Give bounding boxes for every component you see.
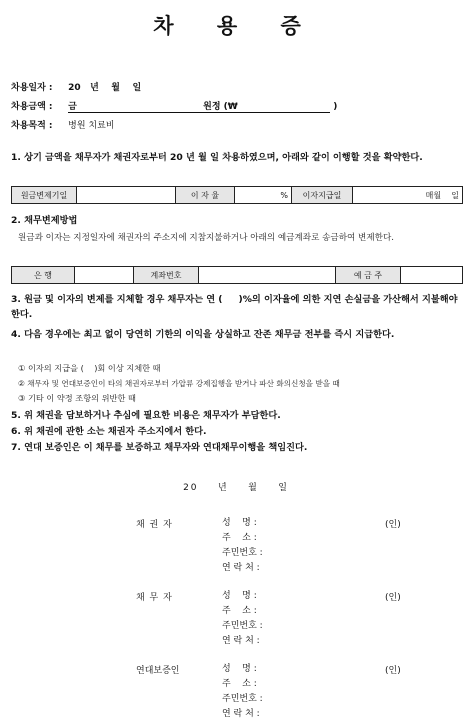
- loan-date-value: 20 년 월 일: [68, 83, 142, 93]
- amount-prefix: 금: [68, 102, 77, 112]
- loan-amount-line: [68, 99, 330, 113]
- document-title: 차 용 증: [153, 13, 319, 38]
- creditor-seal: (인): [385, 520, 401, 530]
- creditor-id-label: 주민번호 :: [222, 548, 263, 558]
- bank-cell: [75, 267, 134, 284]
- clause-5: 5. 위 채권을 담보하거나 추심에 필요한 비용은 채무자가 부담한다.: [11, 410, 281, 421]
- guarantor-fields: [222, 662, 263, 722]
- amount-close: ): [333, 102, 338, 112]
- interest-rate-cell: %: [235, 187, 292, 204]
- debtor-label: 채 무 자: [136, 593, 173, 603]
- principal-date-cell: [77, 187, 176, 204]
- guarantor-id-label: 주민번호 :: [222, 694, 263, 704]
- clause-4-item-1: ① 이자의 지급을 ( )회 이상 지체한 때: [18, 363, 161, 373]
- clause-4-item-3: ③ 기타 이 약정 조항의 위반한 때: [18, 393, 136, 403]
- bank-account-table: [11, 266, 463, 284]
- account-number-label: 계좌번호: [134, 267, 199, 284]
- clause-6: 6. 위 채권에 관한 소는 채권자 주소지에서 한다.: [11, 426, 207, 437]
- clause-2: 2. 채무변제방법: [11, 215, 78, 226]
- principal-date-label: 원금변제기일: [12, 187, 77, 204]
- creditor-name-label: 성 명 :: [222, 518, 257, 528]
- guarantor-address-label: 주 소 :: [222, 679, 257, 689]
- debtor-contact-label: 연 락 처 :: [222, 636, 260, 646]
- loan-date-row: [11, 80, 141, 93]
- guarantor-label: 연대보증인: [136, 666, 180, 676]
- account-holder-label: 예 금 주: [336, 267, 401, 284]
- loan-purpose-label: 차용목적 :: [11, 121, 53, 131]
- debtor-fields: [222, 589, 263, 649]
- amount-suffix: 원정 (₩: [203, 102, 238, 112]
- debtor-seal: (인): [385, 593, 401, 603]
- clause-4: 4. 다음 경우에는 최고 없이 당연히 기한의 이익을 상실하고 잔존 채무금 전부를 즉시 지급한다.: [11, 329, 395, 340]
- creditor-label: 채 권 자: [136, 520, 173, 530]
- loan-amount-row: [11, 99, 337, 113]
- clause-1: 1. 상기 금액을 채무자가 채권자로부터 20 년 월 일 차용하였으며, 아래와 같이 이행할 것을 확약한다.: [11, 152, 423, 163]
- loan-date-label: 차용일자 :: [11, 83, 53, 93]
- bank-label: 은 행: [12, 267, 75, 284]
- clause-2-detail: 원금과 이자는 지정일자에 채권자의 주소지에 지참지불하거나 아래의 예금계좌로 송금하여 변제한다.: [18, 233, 394, 243]
- debtor-id-label: 주민번호 :: [222, 621, 263, 631]
- guarantor-name-label: 성 명 :: [222, 664, 257, 674]
- guarantor-contact-label: 연 락 처 :: [222, 709, 260, 719]
- interest-payday-cell: 매월 일: [353, 187, 463, 204]
- clause-4-item-2: ② 채무자 및 연대보증인이 타의 채권자로부터 가압류 강제집행을 받거나 파산 화의신청을 받을 때: [18, 379, 340, 388]
- creditor-fields: [222, 516, 263, 576]
- debtor-name-label: 성 명 :: [222, 591, 257, 601]
- clause-3: 3. 원금 및 이자의 변제를 지체할 경우 채무자는 연 ( )%의 이자율에 의한 지연 손실금을 가산해서 지불해야 한다.: [11, 294, 461, 320]
- loan-amount-label: 차용금액 :: [11, 102, 53, 112]
- debtor-address-label: 주 소 :: [222, 606, 257, 616]
- loan-purpose-row: [11, 118, 114, 131]
- clause-7: 7. 연대 보증인은 이 채무를 보증하고 채무자와 연대채무이행을 책임진다.: [11, 442, 308, 453]
- account-number-cell: [199, 267, 336, 284]
- loan-purpose-value: 병원 치료비: [68, 121, 115, 131]
- account-holder-cell: [401, 267, 463, 284]
- interest-rate-label: 이 자 율: [176, 187, 235, 204]
- creditor-address-label: 주 소 :: [222, 533, 257, 543]
- guarantor-seal: (인): [385, 666, 401, 676]
- interest-payday-label: 이자지급일: [292, 187, 353, 204]
- creditor-contact-label: 연 락 처 :: [222, 563, 260, 573]
- signing-date: 20 년 월 일: [183, 483, 289, 493]
- repayment-table: [11, 186, 463, 204]
